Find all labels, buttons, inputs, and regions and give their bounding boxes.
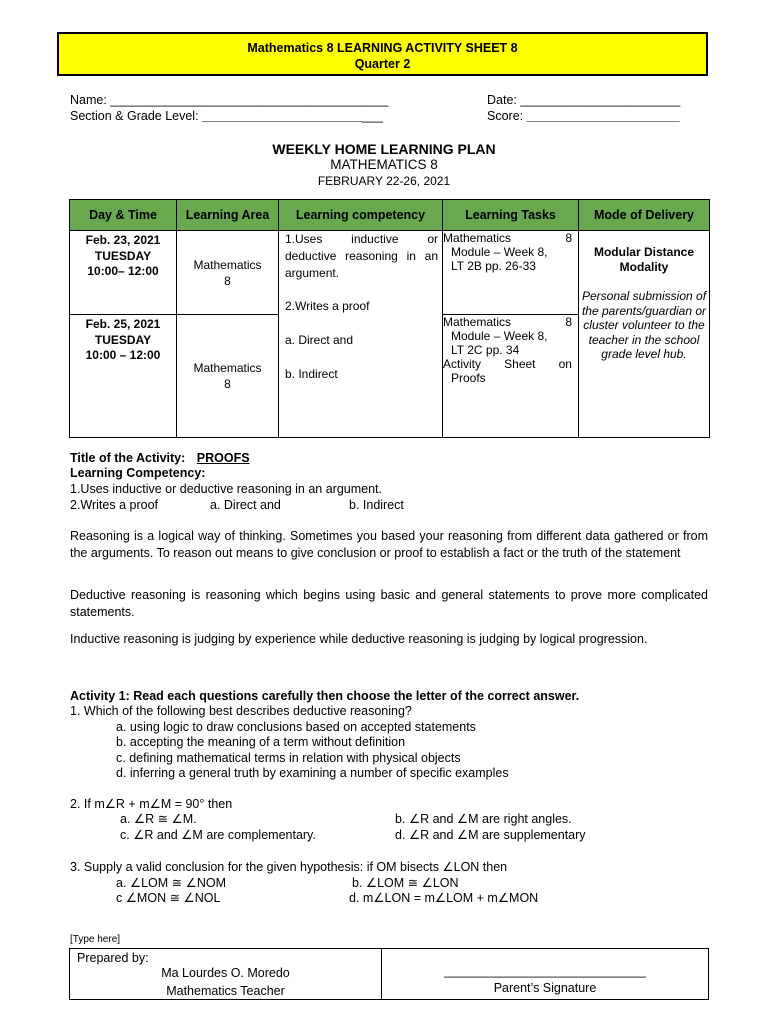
q3-option-d: d. m∠LON = m∠LOM + m∠MON: [349, 891, 539, 905]
competency-1: 1.Uses inductive or deductive reasoning in an argument.: [285, 232, 438, 280]
task-pages: LT 2B pp. 26-33: [451, 259, 536, 273]
signature-box: [69, 948, 709, 1000]
task-pages: LT 2C pp. 34: [451, 343, 520, 357]
plan-title: WEEKLY HOME LEARNING PLAN: [272, 141, 496, 157]
task-proofs: Proofs: [451, 371, 486, 385]
task-word: on: [558, 357, 572, 371]
teacher-name: Ma Lourdes O. Moredo: [161, 966, 290, 980]
section-line: _______________________: [202, 109, 362, 123]
task-word: Activity: [443, 357, 482, 371]
section-line-tail: ___: [361, 109, 383, 123]
mode-of-delivery-cell: [579, 231, 710, 438]
table-row: [70, 231, 710, 315]
learning-competency-1: 1.Uses inductive or deductive reasoning in an argument.: [70, 482, 382, 496]
area-grade: 8: [224, 377, 231, 391]
row-date: Feb. 23, 2021: [85, 233, 161, 247]
paragraph-deductive: Deductive reasoning is reasoning which begins using basic and general statements to prove more complicated statements.: [70, 588, 708, 619]
task-module: Module – Week 8,: [451, 329, 548, 343]
column-header-learning-area: Learning Area: [177, 200, 279, 231]
mode-note: Personal submission of the parents/guardian or cluster volunteer to the teacher in the school grade level hub.: [581, 289, 707, 362]
activity-title-value: PROOFS: [196, 451, 250, 465]
competency-2a: a. Direct and: [285, 333, 354, 348]
sheet-title: Mathematics 8 LEARNING ACTIVITY SHEET 8: [247, 41, 518, 55]
column-header-mode-of-delivery: Mode of Delivery: [579, 200, 710, 231]
activity-heading: Activity 1: Read each questions carefully then choose the letter of the correct answer.: [70, 689, 580, 703]
task-grade: 8: [565, 231, 572, 245]
type-here-placeholder: [Type here]: [70, 934, 121, 945]
q2-option-d: d. ∠R and ∠M are supplementary: [395, 828, 586, 842]
paragraph-reasoning: Reasoning is a logical way of thinking. Sometimes you based your reasoning from different data gathered or from the arguments. To reason out means to give conclusion or proof to establish a fact or the truth of the statement: [70, 529, 708, 560]
name-field[interactable]: Name: ________________________________________: [70, 93, 389, 107]
q1-option-b: b. accepting the meaning of a term without definition: [116, 735, 406, 749]
q2-option-b: b. ∠R and ∠M are right angles.: [395, 812, 572, 826]
task-text: Mathematics: [443, 231, 512, 245]
prepared-by-label: Prepared by:: [77, 951, 149, 965]
mode-title: Modular Distance Modality: [593, 245, 695, 274]
q2-option-a: a. ∠R ≅ ∠M.: [120, 812, 197, 826]
learning-tasks-cell: [443, 315, 579, 438]
score-line: ______________________: [526, 109, 680, 123]
row-day: TUESDAY: [94, 332, 152, 347]
teacher-title: Mathematics Teacher: [166, 984, 285, 998]
area-grade: 8: [224, 273, 231, 288]
day-time-cell: [70, 231, 177, 315]
score-field[interactable]: [487, 109, 680, 123]
row-time: 10:00 – 12:00: [85, 348, 161, 362]
learning-area-cell: [177, 315, 279, 438]
question-3: 3. Supply a valid conclusion for the given hypothesis: if OM bisects ∠LON then: [70, 860, 508, 874]
learning-competency-2a: a. Direct and: [210, 498, 281, 512]
activity-title-line: [70, 451, 250, 466]
q1-option-d: d. inferring a general truth by examining a number of specific examples: [116, 766, 509, 780]
q3-option-c: c ∠MON ≅ ∠NOL: [116, 891, 221, 905]
q3-option-a: a. ∠LOM ≅ ∠NOM: [116, 876, 226, 890]
column-header-day-time: Day & Time: [70, 200, 177, 231]
competency-2: 2.Writes a proof: [285, 299, 370, 314]
parent-signature-line[interactable]: _____________________________: [444, 964, 646, 978]
row-date: Feb. 25, 2021: [85, 317, 161, 331]
weekly-plan-table: [69, 199, 710, 438]
learning-competency-cell: [279, 231, 443, 438]
question-1: 1. Which of the following best describes deductive reasoning?: [70, 704, 412, 718]
section-grade-field[interactable]: [70, 109, 383, 123]
task-word: Sheet: [504, 357, 536, 371]
q3-option-b: b. ∠LOM ≅ ∠LON: [352, 876, 459, 890]
learning-competency-2b: b. Indirect: [349, 498, 404, 512]
plan-dates: FEBRUARY 22-26, 2021: [317, 174, 451, 188]
parent-signature-label: Parent’s Signature: [493, 981, 597, 995]
row-day: TUESDAY: [94, 248, 152, 263]
sheet-quarter: Quarter 2: [354, 57, 411, 71]
task-text: Mathematics: [443, 315, 512, 329]
table-header-row: [70, 200, 710, 231]
column-header-learning-tasks: Learning Tasks: [443, 200, 579, 231]
section-label: Section & Grade Level:: [70, 109, 203, 123]
competency-2b: b. Indirect: [285, 366, 338, 381]
sheet-header: [57, 32, 708, 76]
learning-tasks-cell: [443, 231, 579, 315]
score-label: Score:: [487, 109, 527, 123]
learning-competency-2: 2.Writes a proof: [70, 498, 159, 512]
area-text: Mathematics: [193, 361, 262, 375]
task-module: Module – Week 8,: [451, 245, 548, 259]
q2-option-c: c. ∠R and ∠M are complementary.: [120, 828, 316, 842]
date-field[interactable]: Date: _______________________: [487, 93, 681, 107]
task-grade: 8: [565, 315, 572, 329]
q1-option-a: a. using logic to draw conclusions based on accepted statements: [116, 720, 476, 734]
plan-subject: MATHEMATICS 8: [330, 157, 438, 172]
learning-area-cell: [177, 231, 279, 315]
day-time-cell: [70, 315, 177, 438]
column-header-learning-competency: Learning competency: [279, 200, 443, 231]
q1-option-c: c. defining mathematical terms in relation with physical objects: [116, 751, 461, 765]
row-time: 10:00– 12:00: [87, 264, 159, 278]
area-text: Mathematics: [193, 257, 262, 272]
question-2: 2. If m∠R + m∠M = 90° then: [70, 797, 233, 811]
paragraph-inductive: Inductive reasoning is judging by experience while deductive reasoning is judging by logical progression.: [70, 632, 648, 646]
activity-title-label: Title of the Activity:: [70, 451, 186, 465]
learning-competency-heading: Learning Competency:: [70, 466, 206, 480]
